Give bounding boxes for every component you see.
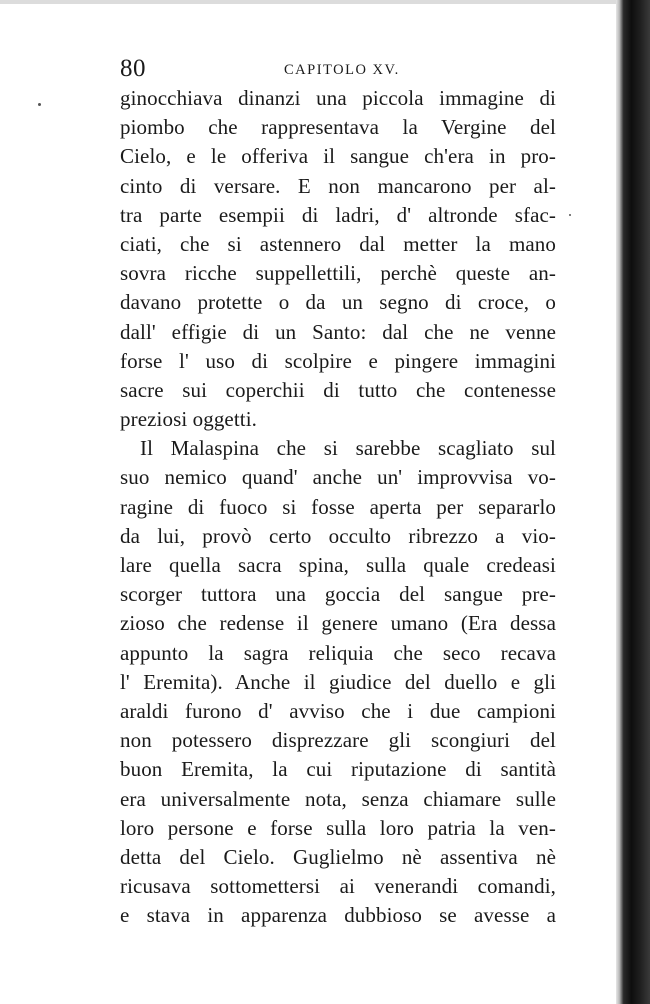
text-line: appunto la sagra reliquia che seco recava bbox=[120, 640, 556, 665]
text-line: forse l' uso di scolpire e pingere immagini bbox=[120, 348, 556, 373]
page-number: 80 bbox=[120, 55, 146, 82]
text-line: araldi furono d' avviso che i due campioni bbox=[120, 698, 556, 723]
text-line: sovra ricche suppellettili, perchè queste an- bbox=[120, 261, 556, 286]
text-line: era universalmente nota, senza chiamare sulle bbox=[120, 786, 556, 811]
text-line: l' Eremita). Anche il giudice del duello e gli bbox=[120, 669, 556, 694]
text-line: ginocchiava dinanzi una piccola immagine di bbox=[120, 86, 556, 110]
text-line: ragine di fuoco si fosse aperta per separarlo bbox=[120, 494, 556, 519]
book-binding-edge bbox=[616, 0, 650, 1004]
text-line: detta del Cielo. Guglielmo nè assentiva nè bbox=[120, 844, 556, 869]
paragraph-start-line: Il Malaspina che si sarebbe scagliato sul bbox=[140, 436, 556, 461]
text-line: dall' effigie di un Santo: dal che ne venne bbox=[120, 319, 556, 344]
text-line: ricusava sottomettersi ai venerandi comandi, bbox=[120, 874, 556, 899]
text-line: loro persone e forse sulla loro patria la ven- bbox=[120, 815, 556, 840]
running-header bbox=[118, 52, 556, 86]
text-line: piombo che rappresentava la Vergine del bbox=[120, 115, 556, 140]
text-line: suo nemico quand' anche un' improvvisa vo- bbox=[120, 465, 556, 490]
text-line: e stava in apparenza dubbioso se avesse a bbox=[120, 903, 556, 928]
paragraph-end-line: preziosi oggetti. bbox=[120, 407, 258, 432]
text-line: ciati, che si astennero dal metter la mano bbox=[120, 231, 556, 256]
text-line: zioso che redense il genere umano (Era dessa bbox=[120, 611, 556, 636]
ink-speck bbox=[38, 103, 41, 106]
text-line: buon Eremita, la cui riputazione di santità bbox=[120, 757, 556, 782]
text-line: cinto di versare. E non mancarono per al- bbox=[120, 173, 556, 198]
ink-speck bbox=[569, 214, 571, 216]
text-line: tra parte esempii di ladri, d' altronde sfac- bbox=[120, 202, 556, 227]
body-text bbox=[120, 84, 556, 930]
text-line: da lui, provò certo occulto ribrezzo a vio- bbox=[120, 523, 556, 548]
text-line: lare quella sacra spina, sulla quale credeasi bbox=[120, 553, 556, 577]
text-line: sacre sui coperchii di tutto che contenesse bbox=[120, 377, 556, 402]
page-top-edge bbox=[0, 0, 616, 4]
text-line: davano protette o da un segno di croce, o bbox=[120, 290, 556, 315]
text-line: Cielo, e le offeriva il sangue ch'era in pro- bbox=[120, 144, 556, 169]
text-line: scorger tuttora una goccia del sangue pre- bbox=[120, 582, 556, 607]
text-line: non potessero disprezzare gli scongiuri del bbox=[120, 728, 556, 753]
chapter-title: CAPITOLO XV. bbox=[284, 62, 400, 78]
